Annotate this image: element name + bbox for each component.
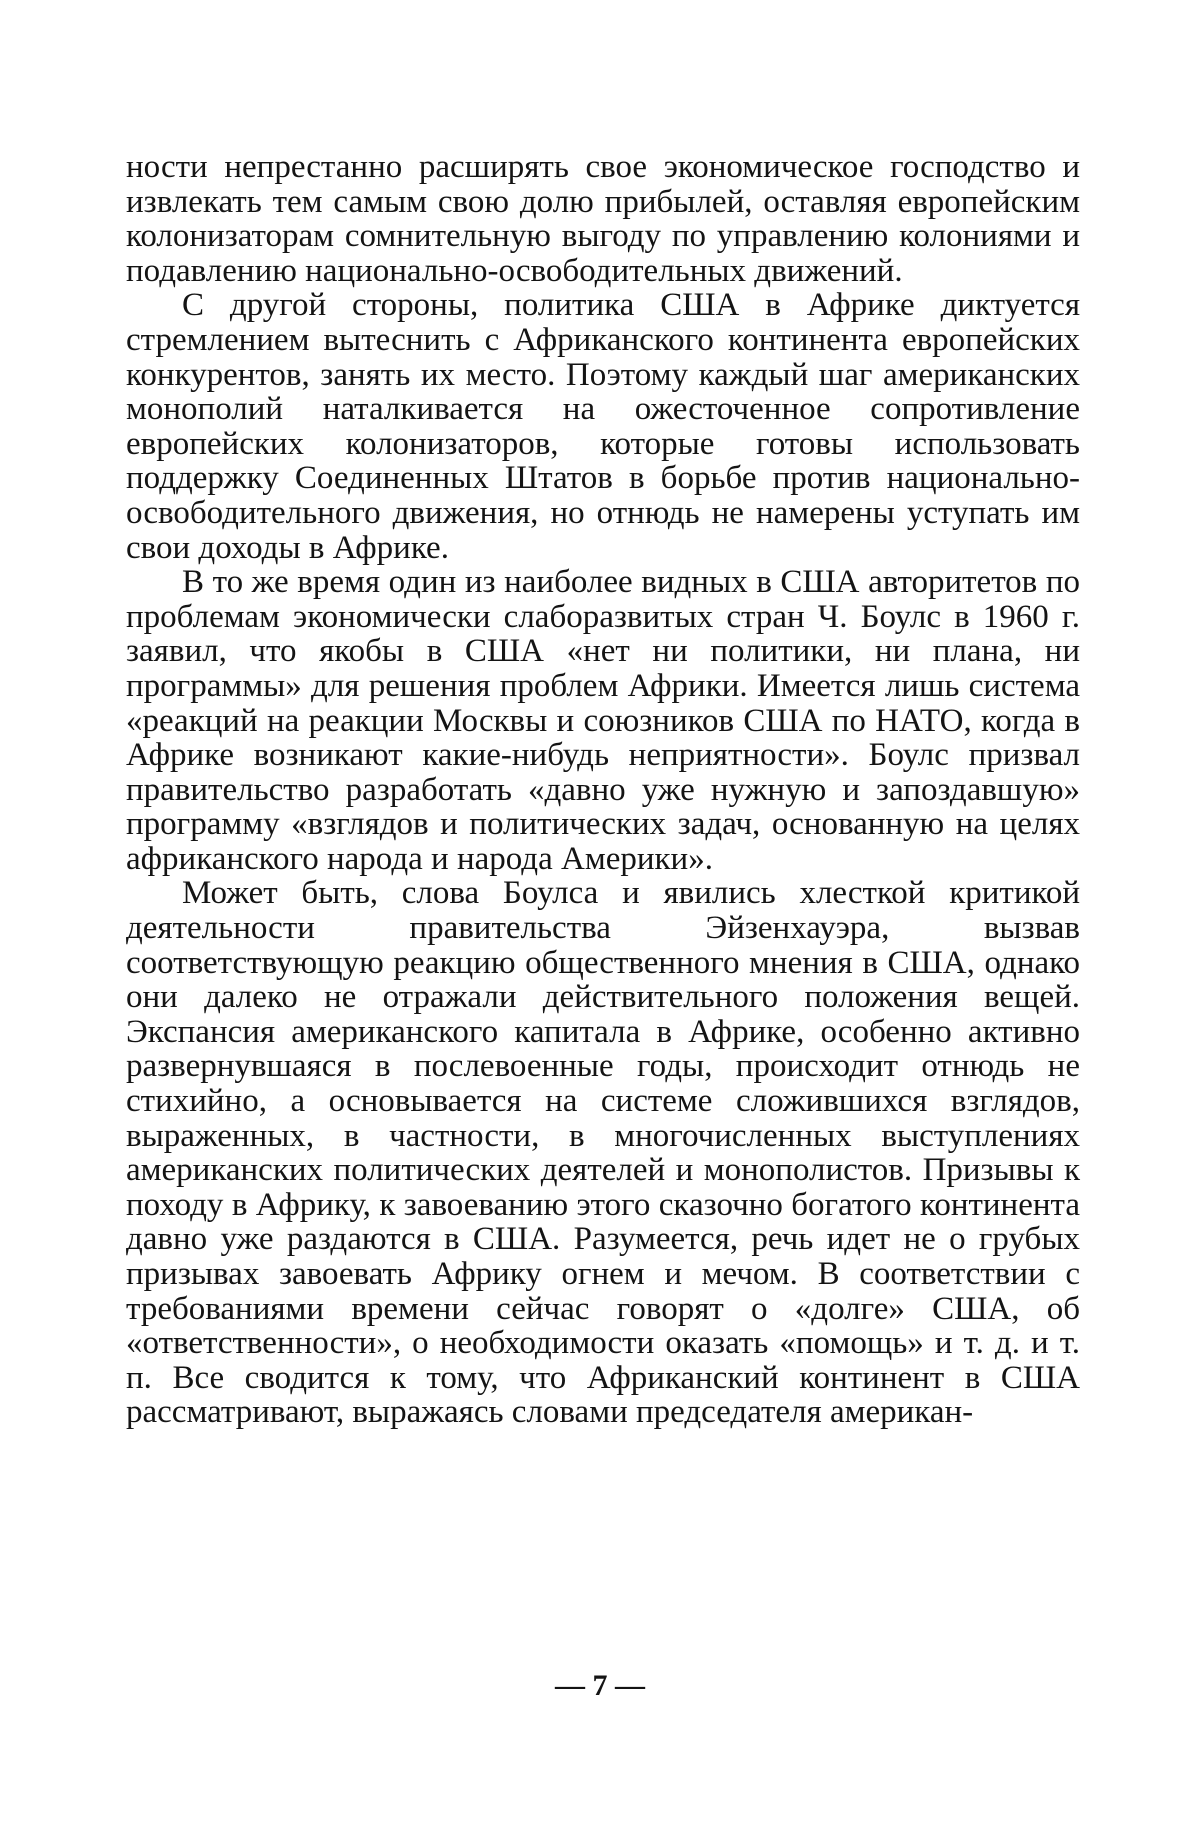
page-body	[126, 150, 1080, 1430]
paragraph-4: Может быть, слова Боулса и явились хлесткой критикой деятельности правительства Эйзенхауэра, вызвав соответствующую реакцию общественного мнения в США, однако они далеко не отражали действительного положения вещей. Экспансия американского капитала в Африке, особенно активно развернувшаяся в послевоенные годы, происходит отнюдь не стихийно, а основывается на системе сложившихся взглядов, выраженных, в частности, в многочисленных выступлениях американских политических деятелей и монополистов. Призывы к походу в Африку, к завоеванию этого сказочно богатого континента давно уже раздаются в США. Разумеется, речь идет не о грубых призывах завоевать Африку огнем и мечом. В соответствии с требованиями времени сейчас говорят о «долге» США, об «ответственности», о необходимости оказать «помощь» и т. д. и т. п. Все сводится к тому, что Африканский континент в США рассматривают, выражаясь словами председателя американ-	[126, 875, 1080, 1431]
paragraph-2: С другой стороны, политика США в Африке диктуется стремлением вытеснить с Африканского континента европейских конкурентов, занять их место. Поэтому каждый шаг американских монополий наталкивается на ожесточенное сопротивление европейских колонизаторов, которые готовы использовать поддержку Соединенных Штатов в борьбе против национально-освободительного движения, но отнюдь не намерены уступать им свои доходы в Африке.	[126, 287, 1080, 566]
paragraph-1: ности непрестанно расширять свое экономическое господство и извлекать тем самым свою долю прибылей, оставляя европейским колонизаторам сомнительную выгоду по управлению колониями и подавлению национально-освободительных движений.	[126, 149, 1080, 289]
paragraph-3: В то же время один из наиболее видных в США авторитетов по проблемам экономически слаборазвитых стран Ч. Боулс в 1960 г. заявил, что якобы в США «нет ни политики, ни плана, ни программы» для решения проблем Африки. Имеется лишь система «реакций на реакции Москвы и союзников США по НАТО, когда в Африке возникают какие-нибудь неприятности». Боулс призвал правительство разработать «давно уже нужную и запоздавшую» программу «взглядов и политических задач, основанную на целях африканского народа и народа Америки».	[126, 564, 1080, 877]
page-number: — 7 —	[555, 1669, 645, 1702]
